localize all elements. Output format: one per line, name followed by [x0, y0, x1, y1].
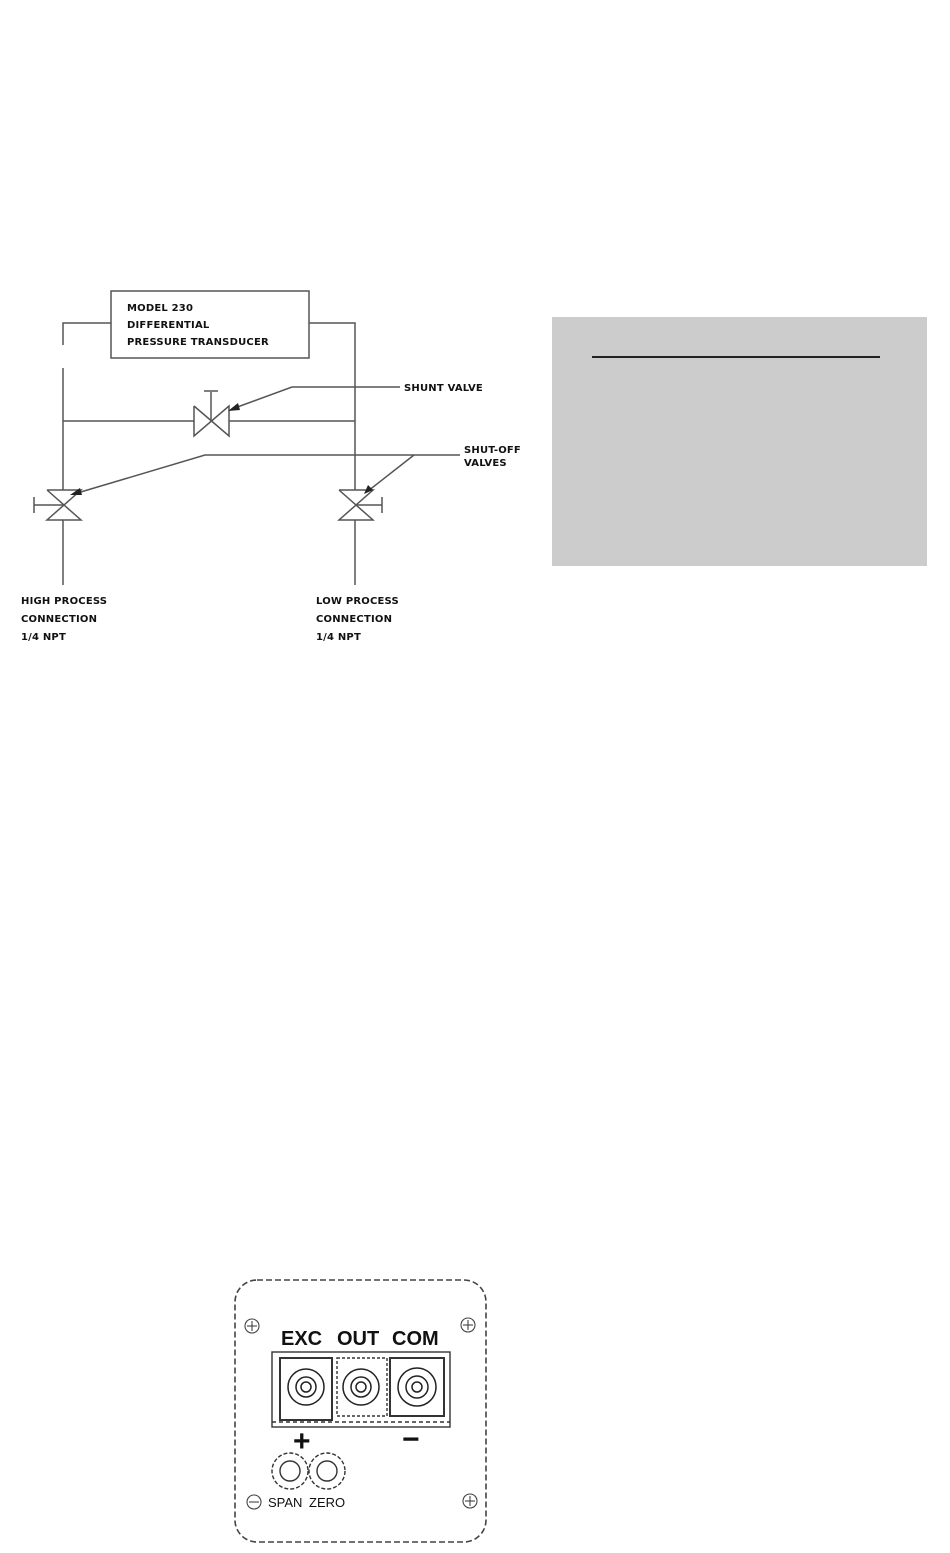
plus-sign: + — [293, 1425, 311, 1458]
terminal-screw-out[interactable] — [343, 1369, 379, 1405]
terminal-screw-exc[interactable] — [288, 1369, 324, 1405]
terminal-label-com: COM — [392, 1328, 439, 1350]
terminal-label-exc: EXC — [281, 1328, 323, 1350]
terminal-screw-com[interactable] — [398, 1368, 436, 1406]
low-connection-line1: LOW PROCESS — [316, 596, 399, 607]
zero-label: ZERO — [309, 1495, 346, 1510]
screw-bottom-left — [247, 1495, 261, 1509]
transducer-label-line1: MODEL 230 — [127, 303, 194, 314]
low-connection-line3: 1/4 NPT — [316, 632, 361, 643]
zero-potentiometer[interactable] — [309, 1453, 345, 1489]
high-connection-line1: HIGH PROCESS — [21, 596, 108, 607]
low-connection-line2: CONNECTION — [316, 614, 393, 625]
screw-bottom-right — [463, 1494, 477, 1508]
transducer-label-line2: DIFFERENTIAL — [127, 320, 210, 331]
screw-top-left — [245, 1319, 259, 1333]
span-potentiometer[interactable] — [272, 1453, 308, 1489]
high-connection-line3: 1/4 NPT — [21, 632, 66, 643]
minus-sign: − — [402, 1423, 420, 1456]
terminal-label-out: OUT — [337, 1328, 380, 1350]
screw-top-right — [461, 1318, 475, 1332]
high-connection-line2: CONNECTION — [21, 614, 98, 625]
shutoff-label-line1: SHUT-OFF — [464, 445, 521, 456]
shutoff-label-line2: VALVES — [464, 458, 507, 469]
span-label: SPAN — [268, 1495, 303, 1510]
shunt-valve-label: SHUNT VALVE — [404, 383, 483, 394]
transducer-label-line3: PRESSURE TRANSDUCER — [127, 337, 269, 348]
